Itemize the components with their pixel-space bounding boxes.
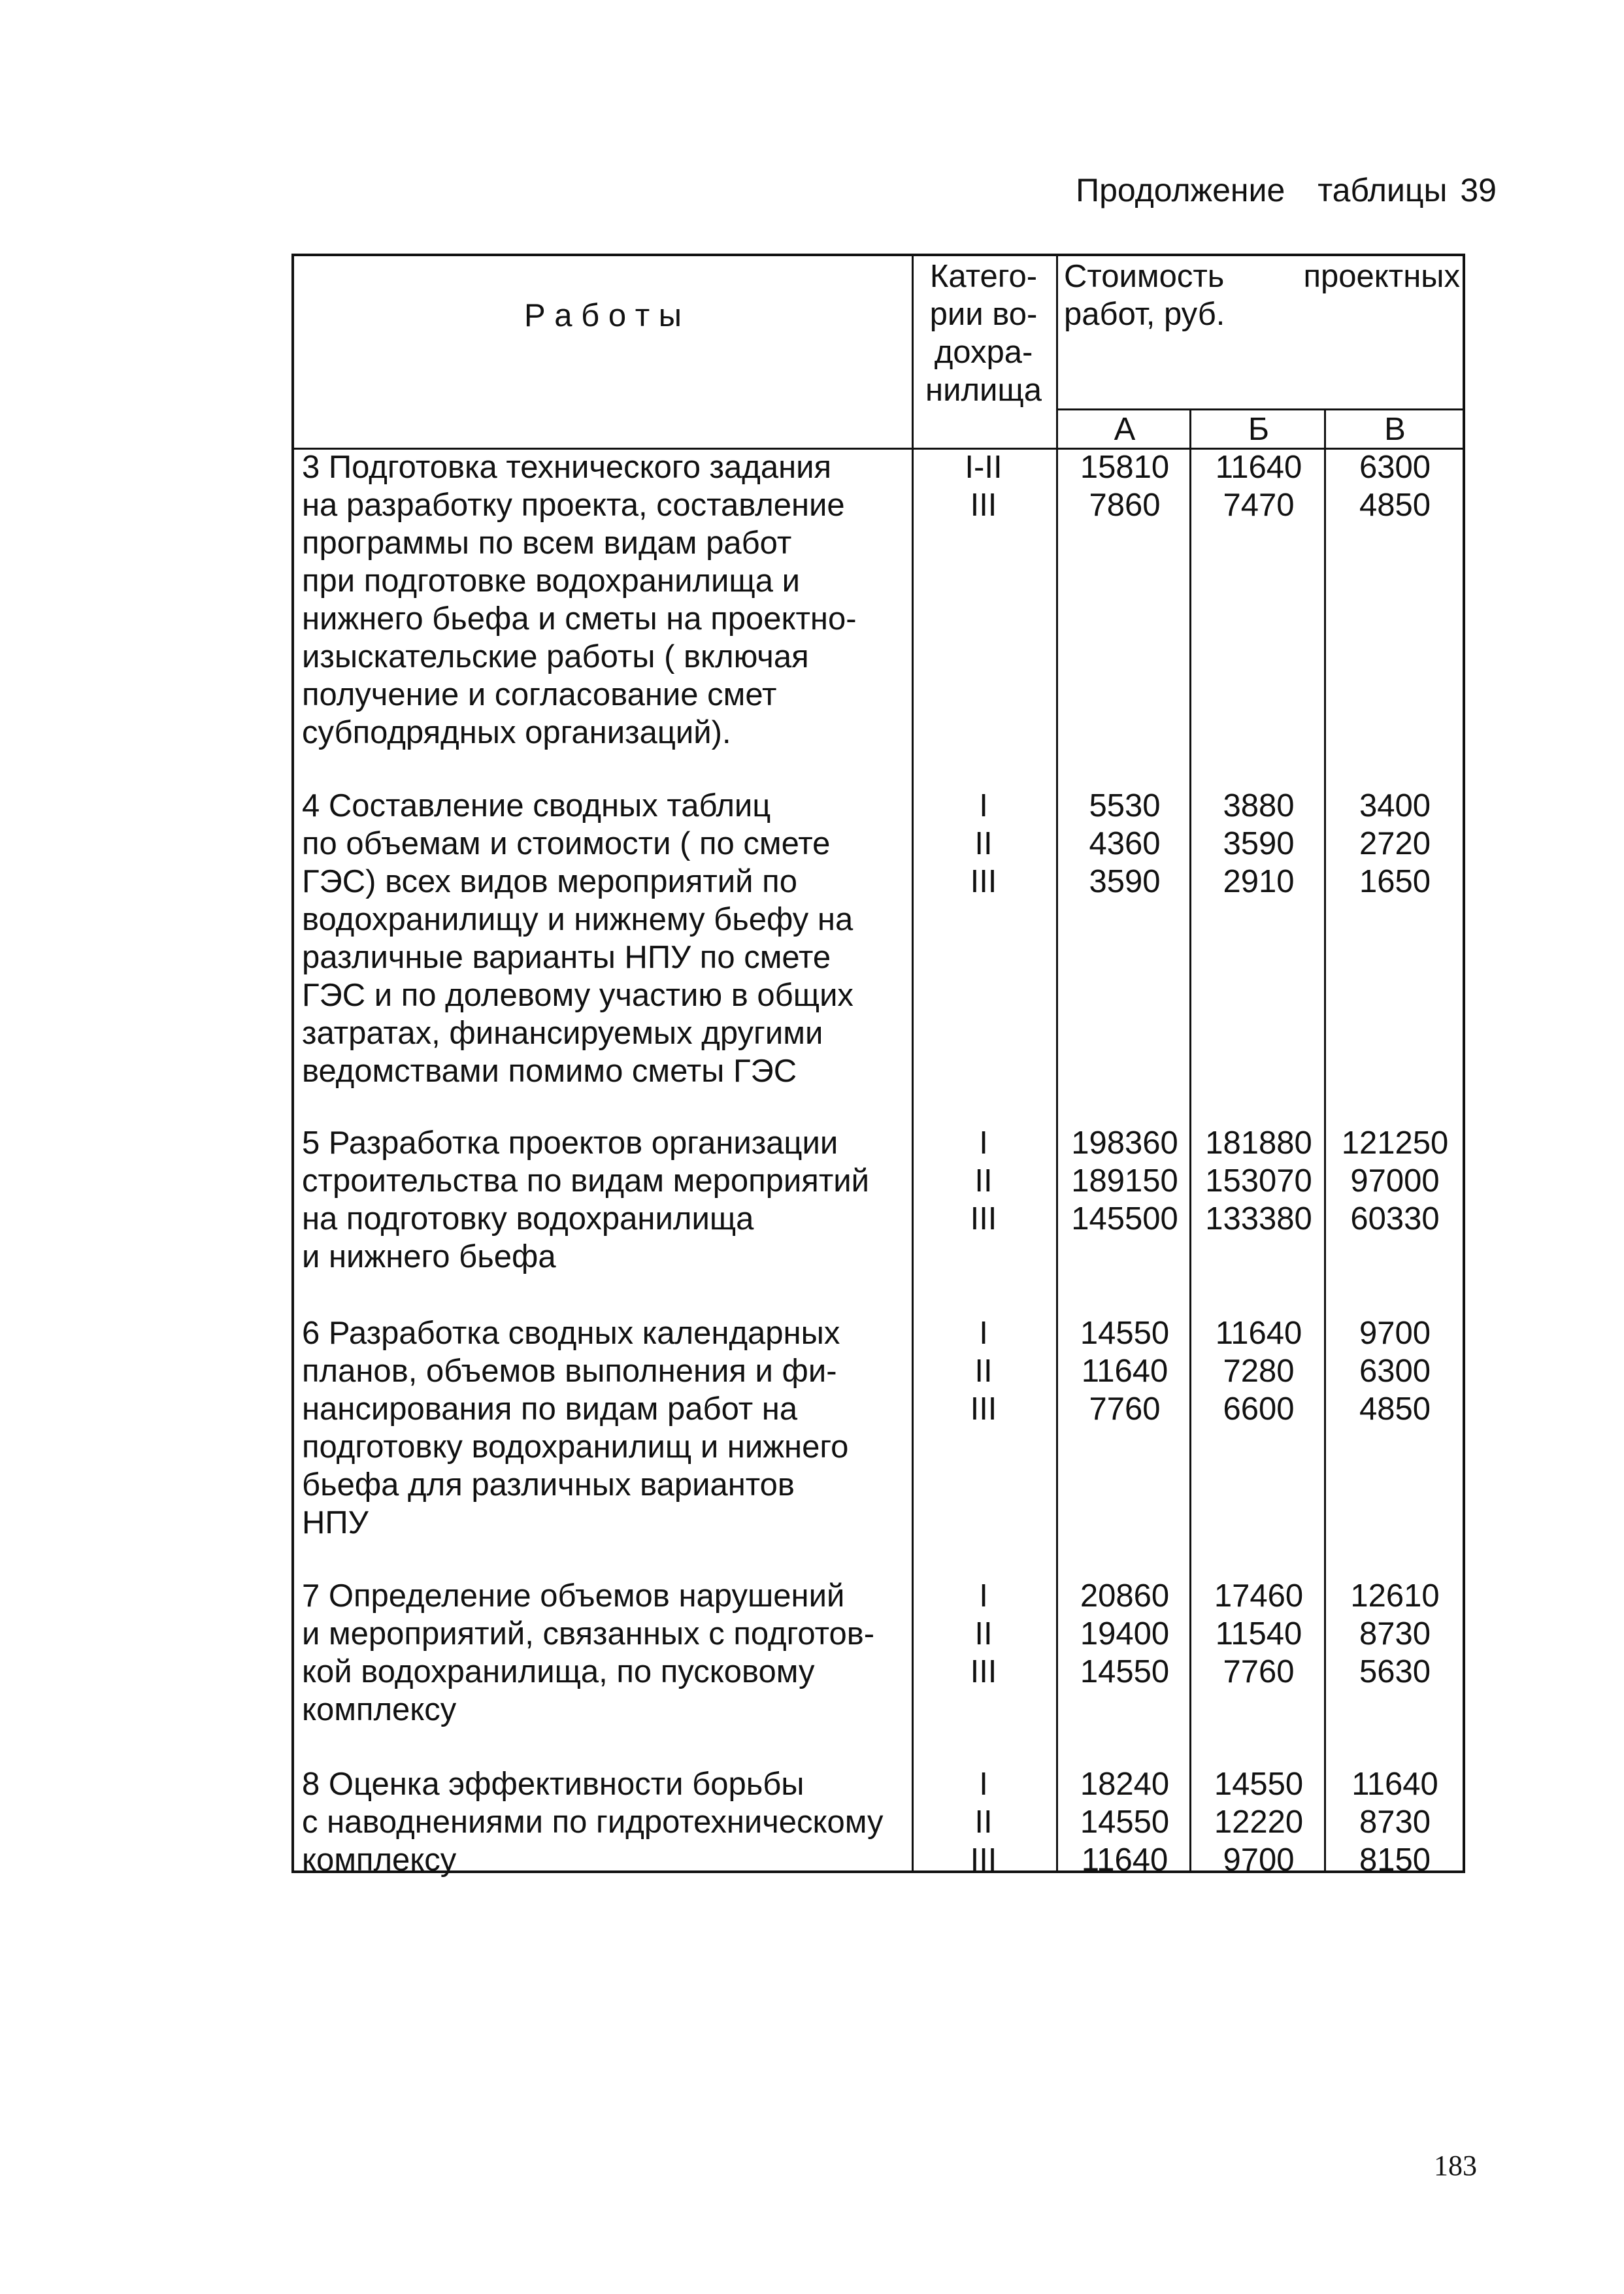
cost-value: 7470 (1223, 488, 1295, 523)
category-value: III (970, 1654, 997, 1689)
category-value: I (979, 1767, 988, 1802)
cost-value: 7860 (1089, 488, 1161, 523)
header-category (915, 258, 1052, 409)
cost-a-cell (1060, 1314, 1189, 1428)
col-divider-category (1056, 256, 1058, 1870)
category-value: II (974, 1354, 993, 1389)
cost-value: 11640 (1351, 1767, 1438, 1802)
category-value: III (970, 1391, 997, 1427)
cost-value: 14550 (1080, 1654, 1170, 1689)
work-line: и мероприятий, связанных с подготов- (302, 1616, 875, 1652)
table-caption (1076, 171, 1497, 209)
category-value: III (970, 1842, 997, 1878)
cost-value: 11540 (1215, 1616, 1302, 1652)
cost-a-cell (1060, 1765, 1189, 1879)
work-line: нижнего бьефа и сметы на проектно- (302, 601, 857, 637)
work-description (302, 1577, 916, 1729)
work-line: планов, объемов выполнения и фи- (302, 1354, 837, 1389)
caption-continuation: Продолжение (1076, 172, 1285, 208)
work-line: получение и согласование смет (302, 677, 777, 712)
col-divider-a-b (1189, 410, 1191, 1870)
cost-value: 189150 (1071, 1163, 1178, 1199)
category-value: I (979, 1316, 988, 1351)
category-cell (915, 448, 1052, 524)
cost-table (291, 254, 1465, 1878)
category-value: III (970, 864, 997, 899)
work-line: с наводнениями по гидротехническому (302, 1804, 884, 1840)
work-line: комплексу (302, 1842, 457, 1878)
work-description (302, 1765, 916, 1879)
cost-value: 1650 (1359, 864, 1431, 899)
cost-a-cell (1060, 787, 1189, 901)
cost-b-cell (1194, 1124, 1323, 1238)
header-subcol-c: В (1384, 412, 1406, 447)
category-cell (915, 1577, 1052, 1691)
header-cost-line: работ, руб. (1064, 297, 1225, 332)
cost-value: 6600 (1223, 1391, 1295, 1427)
category-value: II (974, 826, 993, 861)
category-cell (915, 1124, 1052, 1238)
cost-value: 14550 (1080, 1804, 1170, 1840)
work-line: субподрядных организаций). (302, 715, 731, 750)
cost-c-cell (1327, 448, 1463, 524)
work-line: строительства по видам мероприятий (302, 1163, 870, 1199)
cost-b-cell (1194, 1765, 1323, 1879)
header-category-line: дохра- (934, 335, 1033, 370)
cost-value: 4850 (1359, 1391, 1431, 1427)
work-line: программы по всем видам работ (302, 525, 792, 561)
category-value: II (974, 1163, 993, 1199)
cost-value: 9700 (1359, 1316, 1431, 1351)
cost-value: 4850 (1359, 488, 1431, 523)
header-subcol-a: А (1114, 412, 1136, 447)
cost-c-cell (1327, 1314, 1463, 1428)
cost-value: 20860 (1080, 1578, 1170, 1614)
cost-value: 7760 (1089, 1391, 1161, 1427)
cost-value: 11640 (1081, 1842, 1168, 1878)
cost-value: 7760 (1223, 1654, 1295, 1689)
header-cost-word: проектных (1303, 259, 1460, 294)
cost-value: 6300 (1359, 450, 1431, 485)
cost-value: 3400 (1359, 788, 1431, 823)
cost-value: 7280 (1223, 1354, 1295, 1389)
category-value: I-II (965, 450, 1003, 485)
work-line: изыскательские работы ( включая (302, 639, 809, 674)
work-line: ГЭС) всех видов мероприятий по (302, 864, 797, 899)
work-line: бьефа для различных вариантов (302, 1467, 795, 1503)
header-category-line: Катего- (929, 259, 1038, 294)
cost-value: 60330 (1350, 1201, 1440, 1237)
cost-a-cell (1060, 1124, 1189, 1238)
work-line: при подготовке водохранилища и (302, 563, 800, 599)
cost-b-cell (1194, 787, 1323, 901)
cost-value: 198360 (1071, 1125, 1178, 1161)
cost-value: 11640 (1215, 1316, 1302, 1351)
category-cell (915, 1314, 1052, 1428)
work-description (302, 1314, 916, 1542)
work-line: нансирования по видам работ на (302, 1391, 798, 1427)
cost-value: 153070 (1205, 1163, 1312, 1199)
header-cost (1064, 258, 1460, 333)
cost-value: 14550 (1214, 1767, 1304, 1802)
category-value: III (970, 1201, 997, 1237)
caption-table-number: таблицы 39 (1317, 172, 1497, 208)
cost-value: 133380 (1205, 1201, 1312, 1237)
work-line: ведомствами помимо сметы ГЭС (302, 1054, 797, 1089)
cost-value: 3590 (1223, 826, 1295, 861)
cost-value: 18240 (1080, 1767, 1170, 1802)
col-divider-b-c (1324, 410, 1326, 1870)
cost-value: 2720 (1359, 826, 1431, 861)
category-value: I (979, 1125, 988, 1161)
work-line: 8 Оценка эффективности борьбы (302, 1767, 804, 1802)
cost-b-cell (1194, 448, 1323, 524)
work-line: 5 Разработка проектов организации (302, 1125, 838, 1161)
header-works: Р а б о т ы (524, 298, 682, 333)
work-line: 3 Подготовка технического задания (302, 450, 832, 485)
work-line: на подготовку водохранилища (302, 1201, 754, 1237)
cost-value: 2910 (1223, 864, 1295, 899)
cost-value: 121250 (1341, 1125, 1449, 1161)
cost-value: 6300 (1359, 1354, 1431, 1389)
category-value: I (979, 1578, 988, 1614)
cost-value: 11640 (1215, 450, 1302, 485)
cost-value: 8730 (1359, 1616, 1431, 1652)
category-cell (915, 1765, 1052, 1879)
cost-b-cell (1194, 1314, 1323, 1428)
work-line: кой водохранилища, по пусковому (302, 1654, 815, 1689)
cost-value: 12610 (1350, 1578, 1440, 1614)
category-value: III (970, 488, 997, 523)
cost-value: 19400 (1080, 1616, 1170, 1652)
work-line: затратах, финансируемых другими (302, 1016, 823, 1051)
cost-c-cell (1327, 1765, 1463, 1879)
cost-value: 4360 (1089, 826, 1161, 861)
work-line: комплексу (302, 1692, 457, 1727)
cost-value: 97000 (1350, 1163, 1440, 1199)
work-description (302, 448, 916, 752)
work-description (302, 787, 916, 1090)
header-subcol-b: Б (1248, 412, 1270, 447)
cost-c-cell (1327, 1124, 1463, 1238)
page-number: 183 (1434, 2150, 1477, 2182)
cost-value: 145500 (1071, 1201, 1178, 1237)
category-value: II (974, 1616, 993, 1652)
work-description (302, 1124, 916, 1276)
cost-value: 17460 (1214, 1578, 1304, 1614)
cost-value: 9700 (1223, 1842, 1295, 1878)
work-line: 4 Составление сводных таблиц (302, 788, 771, 823)
cost-a-cell (1060, 1577, 1189, 1691)
cost-value: 15810 (1080, 450, 1170, 485)
work-line: водохранилищу и нижнему бьефу на (302, 902, 853, 937)
cost-value: 11640 (1081, 1354, 1168, 1389)
cost-value: 8730 (1359, 1804, 1431, 1840)
header-category-line: нилища (925, 373, 1042, 408)
cost-c-cell (1327, 1577, 1463, 1691)
cost-value: 5630 (1359, 1654, 1431, 1689)
cost-value: 8150 (1359, 1842, 1431, 1878)
cost-a-cell (1060, 448, 1189, 524)
category-cell (915, 787, 1052, 901)
work-line: на разработку проекта, составление (302, 488, 845, 523)
work-line: НПУ (302, 1505, 369, 1540)
cost-value: 12220 (1214, 1804, 1304, 1840)
header-category-line: рии во- (929, 297, 1038, 332)
work-line: 7 Определение объемов нарушений (302, 1578, 845, 1614)
cost-c-cell (1327, 787, 1463, 901)
work-line: по объемам и стоимости ( по смете (302, 826, 831, 861)
work-line: подготовку водохранилищ и нижнего (302, 1429, 849, 1465)
cost-value: 181880 (1205, 1125, 1312, 1161)
work-line: и нижнего бьефа (302, 1239, 556, 1274)
cost-value: 14550 (1080, 1316, 1170, 1351)
category-value: I (979, 788, 988, 823)
cost-value: 3590 (1089, 864, 1161, 899)
work-line: 6 Разработка сводных календарных (302, 1316, 840, 1351)
cost-b-cell (1194, 1577, 1323, 1691)
cost-value: 5530 (1089, 788, 1161, 823)
work-line: различные варианты НПУ по смете (302, 940, 831, 975)
header-cost-word: Стоимость (1064, 259, 1225, 294)
cost-value: 3880 (1223, 788, 1295, 823)
work-line: ГЭС и по долевому участию в общих (302, 978, 853, 1013)
category-value: II (974, 1804, 993, 1840)
